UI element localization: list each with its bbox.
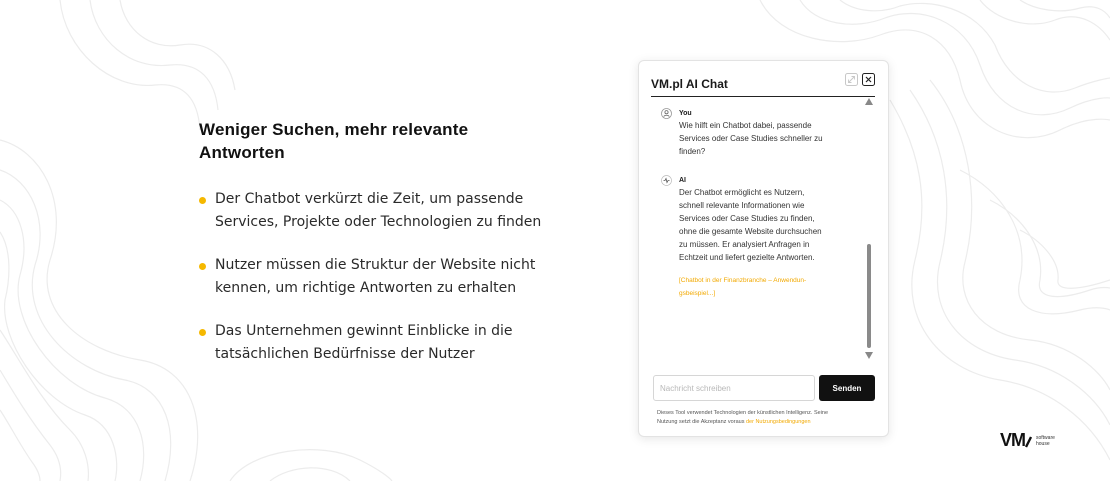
headline-line-2: Antworten	[199, 143, 285, 162]
bullet-dot-icon	[199, 197, 206, 204]
chat-scrollbar-thumb[interactable]	[867, 244, 871, 348]
message-input[interactable]	[653, 375, 815, 401]
message-author: You	[679, 109, 692, 117]
terms-link[interactable]: der Nutzungsbedingungen	[745, 419, 811, 425]
message-text: Der Chatbot ermöglicht es Nutzern, schnell relevante Informationen wie Services oder Case Studies zu finden, ohne die gesamte Website durchsuchen zu müssen. Er analysiert Anfragen in Echtzeit und liefert gezielte Antworten.	[679, 188, 822, 262]
scroll-up-arrow-icon[interactable]	[865, 98, 873, 105]
section-headline	[199, 118, 599, 164]
logo-mark: VM	[1000, 430, 1025, 450]
benefit-list	[199, 188, 599, 366]
close-icon[interactable]	[862, 73, 875, 86]
benefit-item	[199, 320, 599, 366]
send-button[interactable]: Senden	[819, 375, 875, 401]
chat-title: VM.pl AI Chat	[651, 77, 728, 91]
ai-bot-icon	[661, 175, 672, 186]
benefit-text: Das Unternehmen gewinnt Einblicke in die tatsächlichen Bedürfnisse der Nutzer	[215, 323, 513, 362]
chat-header	[651, 73, 875, 97]
scroll-down-arrow-icon[interactable]	[865, 352, 873, 359]
benefit-item	[199, 188, 599, 234]
bullet-dot-icon	[199, 329, 206, 336]
feature-section	[199, 118, 599, 386]
expand-icon[interactable]	[845, 73, 858, 86]
user-avatar-icon	[661, 108, 672, 119]
headline-line-1: Weniger Suchen, mehr relevante	[199, 120, 469, 139]
bullet-dot-icon	[199, 263, 206, 270]
message-author: AI	[679, 176, 686, 184]
chat-widget	[638, 60, 889, 437]
disclaimer: Dieses Tool verwendet Technologien der künstlichen Intelligenz. Seine Nutzung setzt die Akzeptanz voraus der Nutzungsbedingungen	[657, 410, 829, 425]
benefit-item	[199, 254, 599, 300]
benefit-text: Nutzer müssen die Struktur der Website nicht kennen, um richtige Antworten zu erhalten	[215, 257, 536, 296]
source-link[interactable]: [Chatbot in der Finanzbranche – Anwendun- gsbeispiel...]	[679, 277, 807, 297]
logo-subtitle: software house	[1036, 434, 1055, 447]
logo-slash-icon	[1025, 434, 1032, 448]
user-message	[661, 107, 861, 158]
ai-message	[661, 174, 861, 300]
company-logo	[1000, 430, 1055, 451]
chat-header-actions	[841, 73, 875, 86]
message-text: Wie hilft ein Chatbot dabei, passende Services oder Case Studies schneller zu finden?	[679, 121, 823, 156]
benefit-text: Der Chatbot verkürzt die Zeit, um passende Services, Projekte oder Technologien zu finden	[215, 191, 542, 230]
